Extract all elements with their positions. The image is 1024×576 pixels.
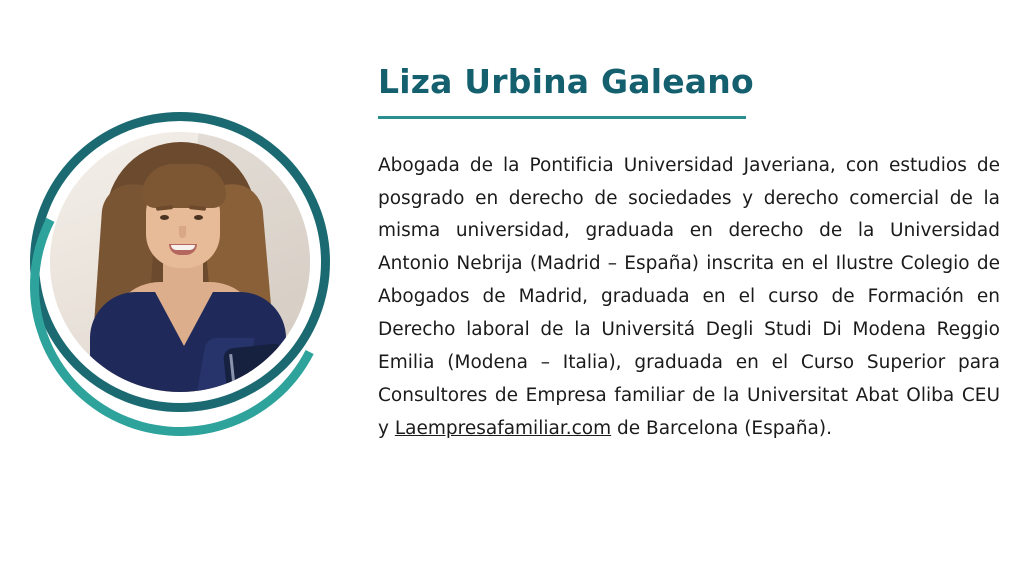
biography-paragraph [378,150,1000,446]
laempresafamiliar-link[interactable]: Laempresafamiliar.com [394,417,612,439]
photo-teeth [171,245,195,250]
biography-text-before-link: Abogada de la Pontificia Universidad Javeriana, con estudios de posgrado en derecho de sociedades y derecho comercial de la misma universidad, graduada en derecho de la Universidad Antonio Nebrija (Madrid – España) inscrita en el Ilustre Colegio de Abogados de Madrid, graduada en el curso de Formación en Derecho laboral de la Universitá Degli Studi Di Modena Reggio Emilia (Modena – Italia), graduada en el Curso Superior para Consultores de Empresa familiar de la Universitat Abat Oliba CEU y [378,154,1000,439]
biography-text-after-link: de Barcelona (España). [611,417,832,439]
photo-eye-right [194,215,203,220]
photo-hair-front [142,164,226,208]
photo-eye-left [160,215,169,220]
profile-content [378,62,1004,464]
page-title: Liza Urbina Galeano [378,62,754,101]
photo-dress-neckline [154,290,214,346]
portrait-block [22,108,338,430]
title-underline-rule [378,116,746,119]
portrait-photo [50,132,310,392]
photo-nose [179,226,186,238]
